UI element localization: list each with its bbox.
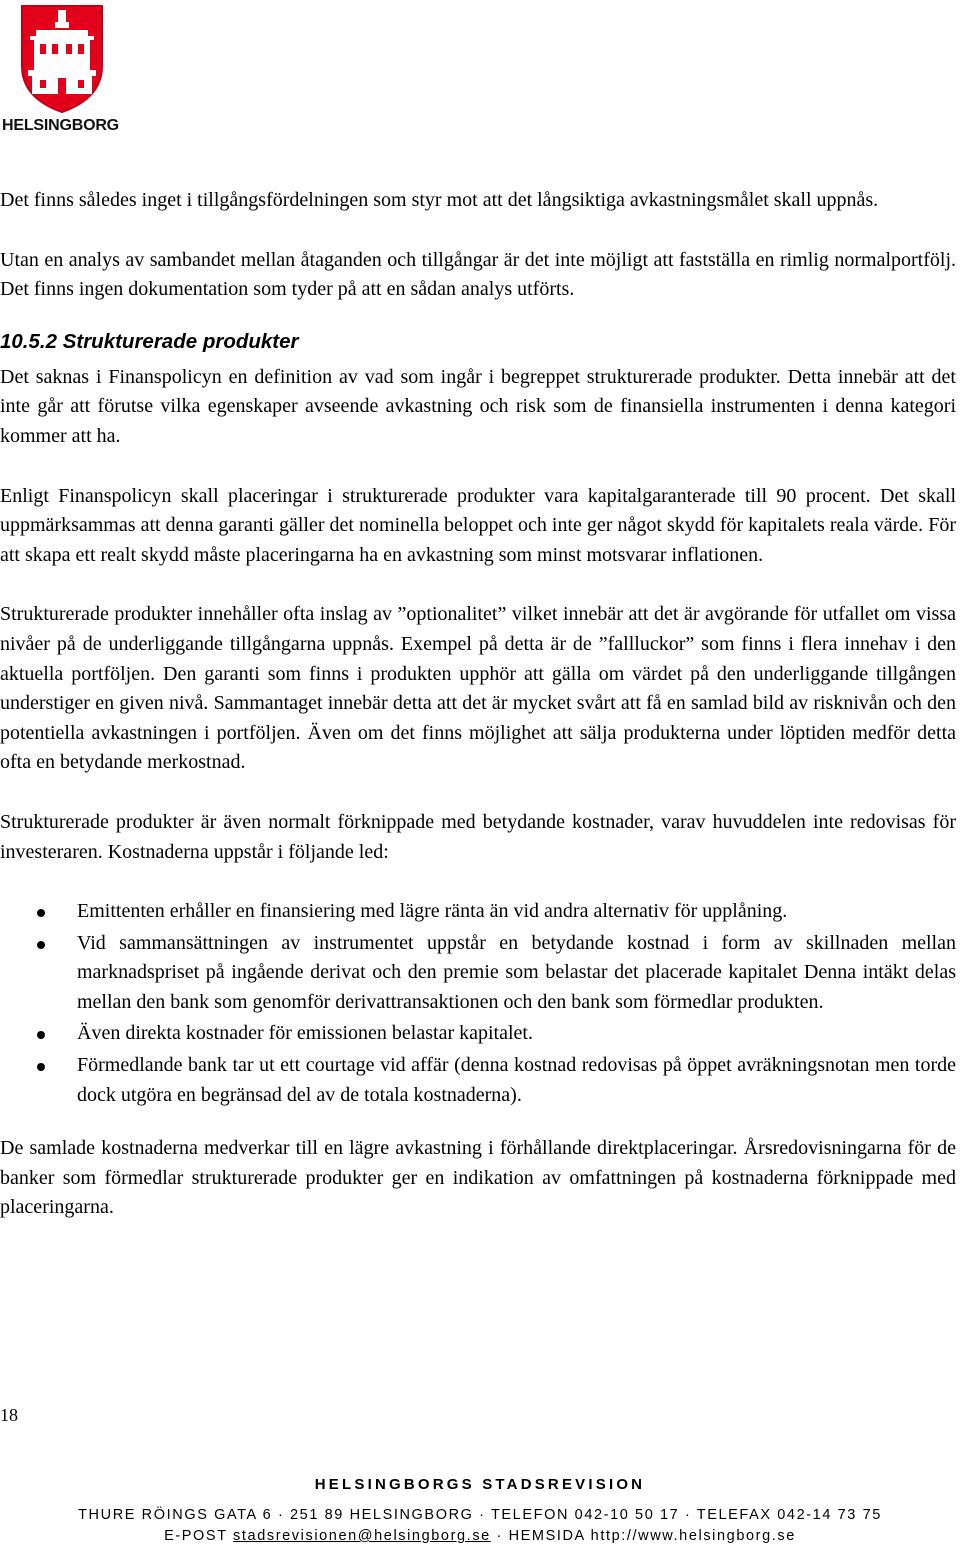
- bullet-icon: [37, 1031, 45, 1039]
- list-item: [0, 929, 956, 1018]
- list-item: [0, 1019, 956, 1049]
- website-label: HEMSIDA: [508, 1528, 586, 1544]
- website-link[interactable]: http://www.helsingborg.se: [590, 1528, 796, 1544]
- email-link[interactable]: stadsrevisionen@helsingborg.se: [233, 1528, 491, 1544]
- paragraph-1: Det finns således inget i tillgångsfördelningen som styr mot att det långsiktiga avkastningsmålet skall uppnås.: [0, 189, 879, 211]
- cost-list: [0, 897, 956, 1110]
- footer-organization: HELSINGBORGS STADSREVISION: [314, 1476, 646, 1493]
- section-heading: 10.5.2 Strukturerade produkter: [0, 329, 299, 353]
- list-item-text: Förmedlande bank tar ut ett courtage vid affär (denna kostnad redovisas på öppet avräkningsnotan men torde dock utgöra en begränsad del av de totala kostnaderna).: [77, 1054, 956, 1106]
- document-body: [0, 186, 956, 1223]
- bullet-icon: [37, 1063, 45, 1071]
- bullet-icon: [37, 941, 45, 949]
- paragraph-5: Strukturerade produkter innehåller ofta inslag av ”optionalitet” vilket innebär att det är avgörande för utfallet om vissa nivåer på de underliggande tillgångarna uppnås. Exempel på detta är de ”fallluckor” som finns i flera innehav i den aktuella portföljen. Den garanti som finns i produkten upphör att gälla om värdet på den underliggande tillgången understiger en given nivå. Sammantaget innebär detta att det är mycket svårt att få en samlad bild av risknivån och den potentiella avkastningen i portföljen. Även om det finns möjlighet att sälja produkterna under löptiden medför detta ofta en betydande merkostnad.: [0, 603, 956, 774]
- footer-address: THURE RÖINGS GATA 6 · 251 89 HELSINGBORG · TELEFON 042-10 50 17 · TELEFAX 042-14 73 75: [78, 1507, 882, 1523]
- city-crest-icon: [0, 0, 125, 118]
- paragraph-7: De samlade kostnaderna medverkar till en lägre avkastning i förhållande direktplaceringar. Årsredovisningarna för de banker som förmedlar strukturerade produkter ger en indikation av omfattningen på kostnaderna förknippade med placeringarna.: [0, 1137, 956, 1219]
- page-number: 18: [0, 1405, 18, 1425]
- list-item-text: Emittenten erhåller en finansiering med lägre ränta än vid andra alternativ för upplåning.: [77, 900, 788, 923]
- helsingborg-logo: [0, 0, 125, 140]
- paragraph-2: Utan en analys av sambandet mellan åtaganden och tillgångar är det inte möjligt att fastställa en rimlig normalportfölj. Det finns ingen dokumentation som tyder på att en sådan analys utförts.: [0, 248, 956, 301]
- paragraph-4: Enligt Finanspolicyn skall placeringar i strukturerade produkter vara kapitalgaranterade till 90 procent. Det skall uppmärksammas att denna garanti gäller det nominella beloppet och inte ger något skydd för kapitalets reala värde. För att skapa ett realt skydd måste placeringarna ha en avkastning som minst motsvarar inflationen.: [0, 484, 956, 566]
- list-item-text: Vid sammansättningen av instrumentet uppstår en betydande kostnad i form av skillnaden mellan marknadspriset på ingående derivat och den premie som belastar det placerade kapitalet Denna intäkt delas mellan den bank som genomför derivattransaktionen och den bank som förmedlar produkten.: [77, 931, 956, 1013]
- bullet-icon: [37, 909, 45, 917]
- email-label: E-POST: [164, 1528, 228, 1544]
- paragraph-6: Strukturerade produkter är även normalt förknippade med betydande kostnader, varav huvuddelen inte redovisas för investeraren. Kostnaderna uppstår i följande led:: [0, 810, 956, 863]
- footer-contact: [0, 1528, 960, 1544]
- list-item: [0, 897, 956, 927]
- list-item: [0, 1051, 956, 1110]
- list-item-text: Även direkta kostnader för emissionen belastar kapitalet.: [77, 1022, 533, 1045]
- paragraph-3: Det saknas i Finanspolicyn en definition av vad som ingår i begreppet strukturerade produkter. Detta innebär att det inte går att förutse vilka egenskaper avseende avkastning och risk som de finansiella instrumenten i denna kategori kommer att ha.: [0, 365, 956, 447]
- separator: ·: [496, 1528, 503, 1544]
- logo-wordmark: HELSINGBORG: [2, 117, 119, 134]
